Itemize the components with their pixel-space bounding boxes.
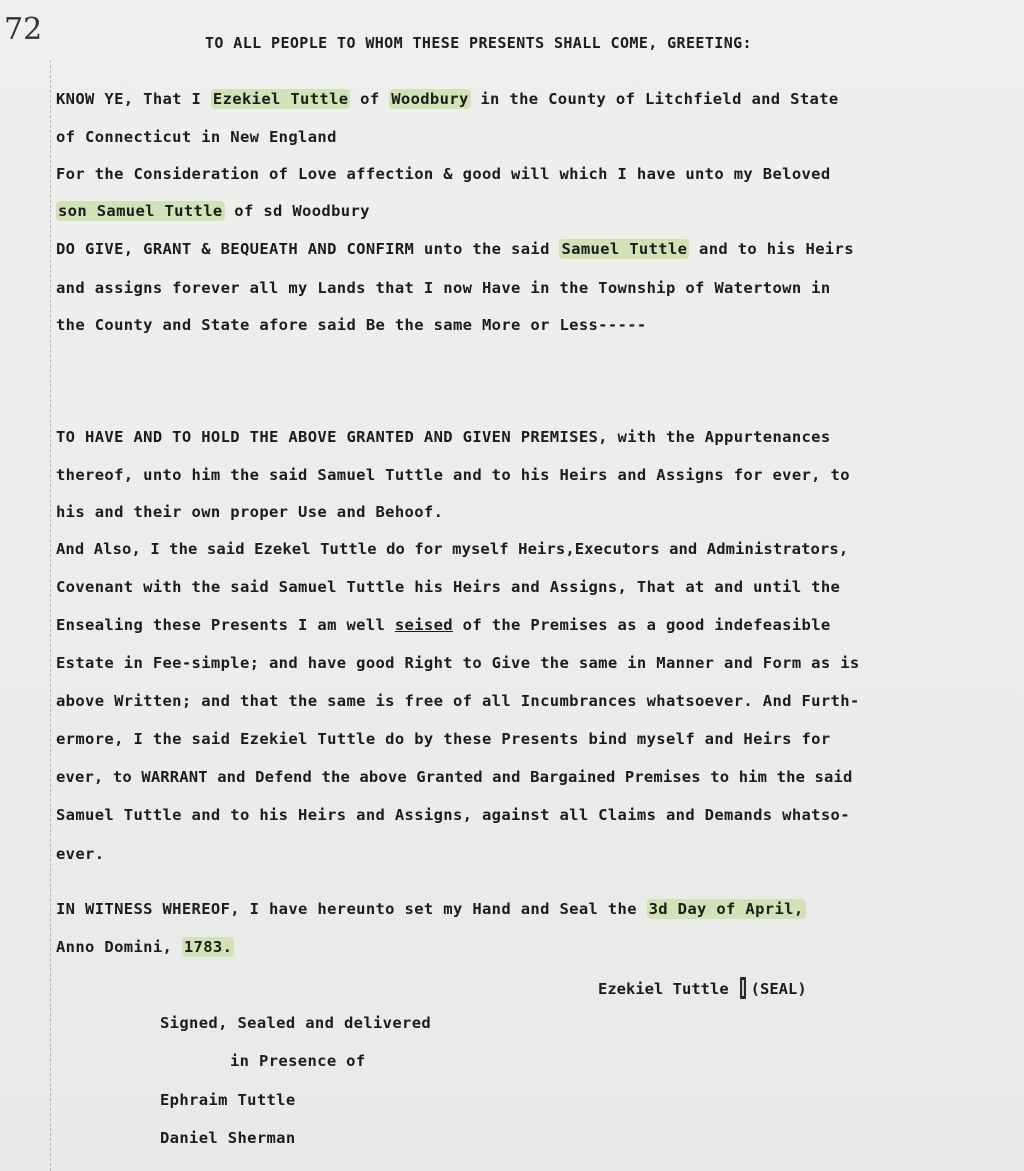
text-span: IN WITNESS WHEREOF, I have hereunto set my Hand and Seal the — [56, 900, 647, 918]
seal-label: (SEAL) — [750, 980, 807, 998]
witness-name: Ephraim Tuttle — [160, 1091, 296, 1109]
text-span: and to his Heirs — [689, 240, 854, 258]
text-line: Estate in Fee-simple; and have good Right to Give the same in Manner and Form as is — [56, 654, 860, 672]
text-line: TO HAVE AND TO HOLD THE ABOVE GRANTED AND GIVEN PREMISES, with the Appurtenances — [56, 428, 831, 446]
highlight-grantor-name: Ezekiel Tuttle — [212, 90, 349, 108]
underlined-word: seised — [394, 616, 453, 634]
highlight-date: 3d Day of April, — [648, 900, 804, 918]
text-line — [56, 616, 831, 634]
text-line — [56, 240, 854, 258]
signature-line — [598, 976, 807, 1000]
highlight-grantee-name: Samuel Tuttle — [561, 240, 688, 258]
text-span: in the County of Litchfield and State — [470, 90, 839, 108]
text-span: Ensealing these Presents I am well — [56, 616, 395, 634]
text-line: of Connecticut in New England — [56, 128, 337, 146]
text-line — [56, 202, 370, 220]
text-line: ever. — [56, 845, 105, 863]
text-span: Anno Domini, — [56, 938, 182, 956]
seal-mark-icon — [739, 976, 747, 1000]
deed-heading: TO ALL PEOPLE TO WHOM THESE PRESENTS SHALL COME, GREETING: — [205, 34, 752, 52]
highlight-year: 1783. — [183, 938, 233, 956]
margin-rule — [50, 60, 51, 1171]
witness-name: Daniel Sherman — [160, 1129, 296, 1147]
text-line: above Written; and that the same is free of all Incumbrances whatsoever. And Furth- — [56, 692, 860, 710]
text-line: and assigns forever all my Lands that I now Have in the Township of Watertown in — [56, 279, 831, 297]
text-line — [56, 900, 806, 918]
attestation-line: Signed, Sealed and delivered — [160, 1014, 432, 1032]
text-line — [56, 938, 234, 956]
text-line: ever, to WARRANT and Defend the above Granted and Bargained Premises to him the said — [56, 768, 853, 786]
highlight-town: Woodbury — [391, 90, 469, 108]
text-line: And Also, I the said Ezekel Tuttle do for myself Heirs,Executors and Administrators, — [56, 540, 849, 558]
text-line: For the Consideration of Love affection & good will which I have unto my Beloved — [56, 165, 831, 183]
text-span: of — [350, 90, 390, 108]
highlight-grantee: son Samuel Tuttle — [58, 202, 223, 220]
signatory-name: Ezekiel Tuttle — [598, 980, 729, 998]
attestation-line: in Presence of — [230, 1052, 366, 1070]
text-span: DO GIVE, GRANT & BEQUEATH AND CONFIRM unto the said — [56, 240, 560, 258]
text-span: KNOW YE, That I — [56, 90, 211, 108]
text-line: the County and State afore said Be the same More or Less----- — [56, 316, 647, 334]
text-line: ermore, I the said Ezekiel Tuttle do by these Presents bind myself and Heirs for — [56, 730, 831, 748]
text-span: of sd Woodbury — [224, 202, 370, 220]
text-line: his and their own proper Use and Behoof. — [56, 503, 444, 521]
text-line: Samuel Tuttle and to his Heirs and Assigns, against all Claims and Demands whatso- — [56, 806, 850, 824]
page-number: 72 — [4, 12, 43, 47]
text-line: thereof, unto him the said Samuel Tuttle and to his Heirs and Assigns for ever, to — [56, 466, 850, 484]
text-line — [56, 90, 839, 108]
text-span: of the Premises as a good indefeasible — [452, 616, 831, 634]
text-line: Covenant with the said Samuel Tuttle his Heirs and Assigns, That at and until the — [56, 578, 841, 596]
